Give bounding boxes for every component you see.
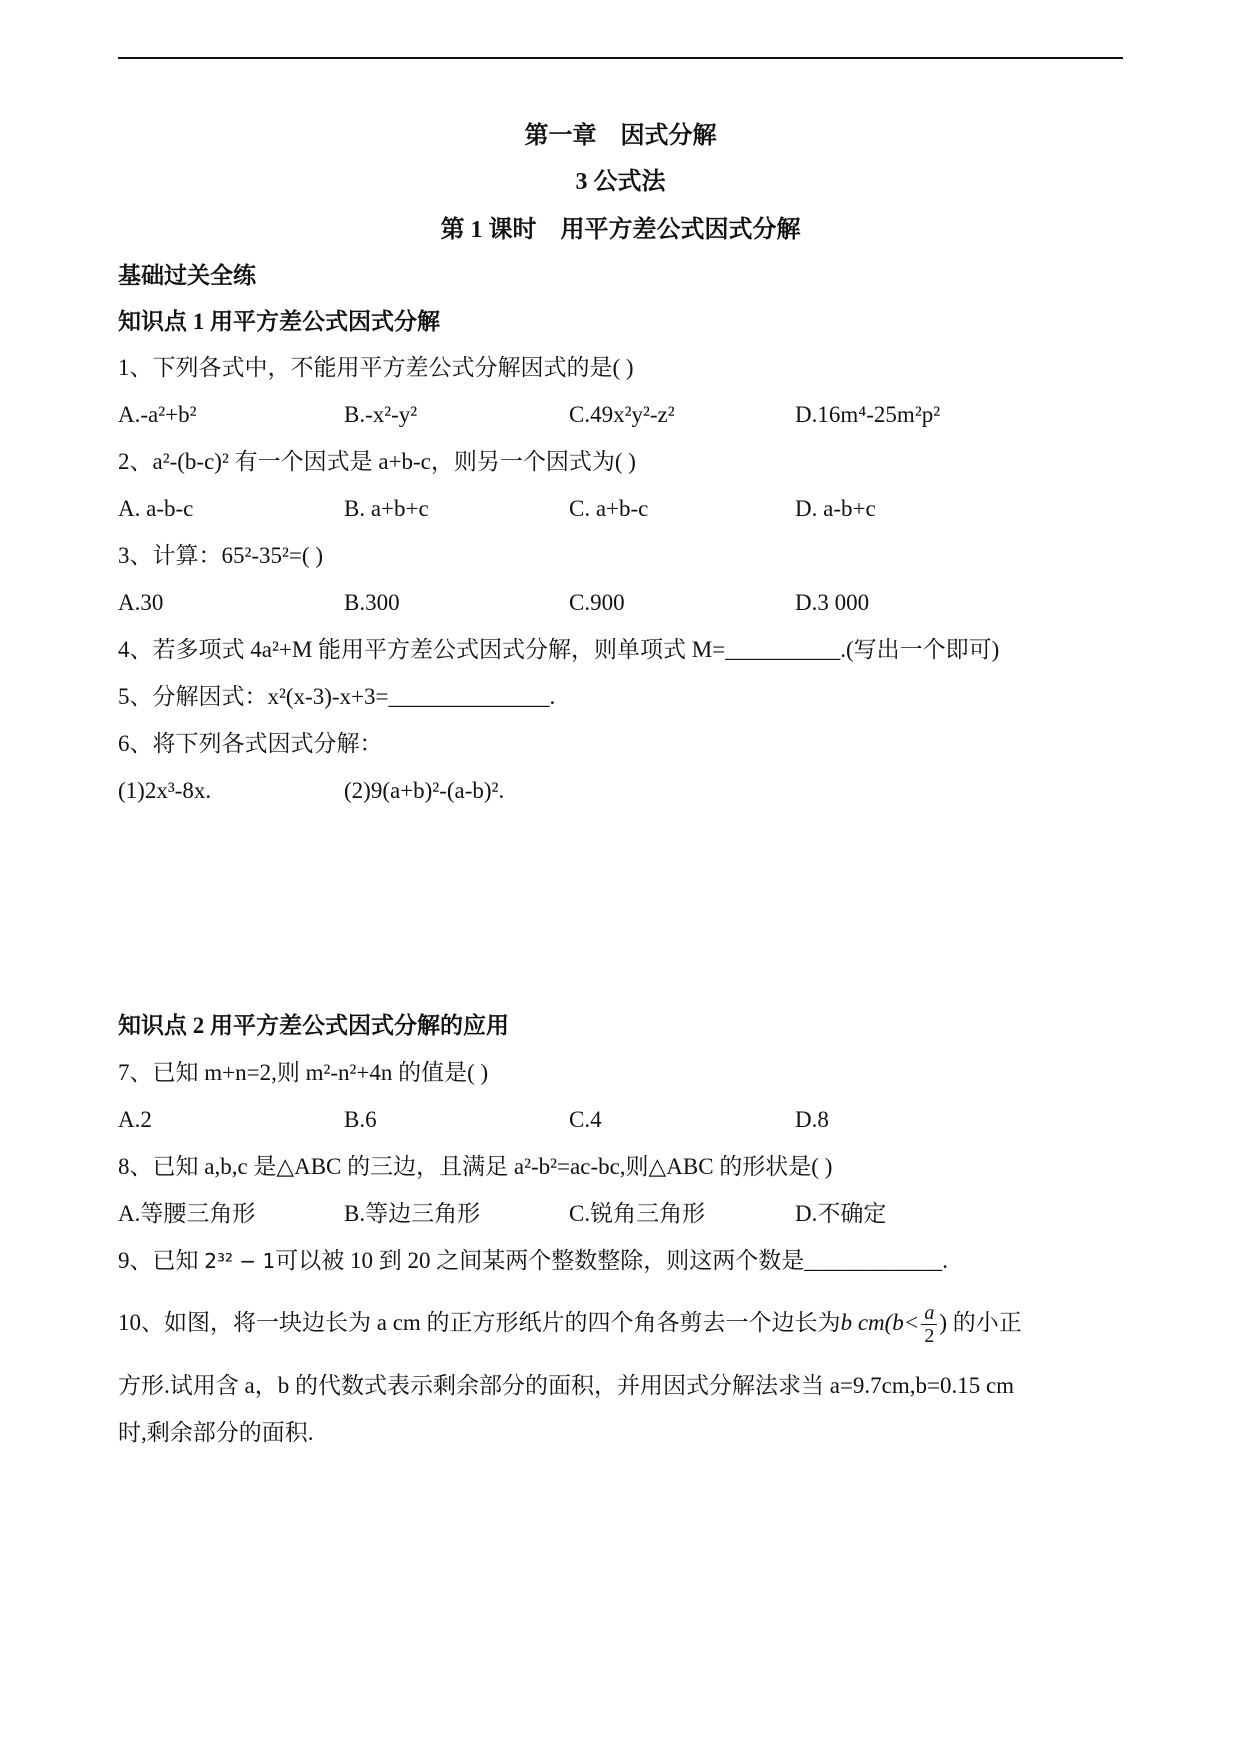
question-9-prefix: 9、已知 <box>118 1248 205 1273</box>
question-3-stem: 3、计算：65²-35²=( ) <box>118 543 323 568</box>
question-7-option-b: B.6 <box>344 1107 377 1132</box>
fraction-numerator: a <box>921 1302 937 1325</box>
question-1-option-a: A.-a²+b² <box>118 402 197 427</box>
question-8-option-b: B.等边三角形 <box>344 1201 481 1226</box>
question-5: 5、分解因式：x²(x-3)-x+3=______________. <box>118 684 556 709</box>
header-rule <box>118 57 1123 59</box>
question-6-part-2: (2)9(a+b)²-(a-b)². <box>344 778 505 803</box>
knowledge-point-1-title: 知识点 1 用平方差公式因式分解 <box>118 309 440 334</box>
question-10-fraction <box>921 1302 937 1347</box>
question-1-stem: 1、下列各式中，不能用平方差公式分解因式的是( ) <box>118 355 634 380</box>
question-8-option-c: C.锐角三角形 <box>569 1201 706 1226</box>
question-2-option-b: B. a+b+c <box>344 496 429 521</box>
question-1-option-c: C.49x²y²-z² <box>569 402 675 427</box>
question-1-option-d: D.16m⁴-25m²p² <box>795 402 941 427</box>
question-7-stem: 7、已知 m+n=2,则 m²-n²+4n 的值是( ) <box>118 1060 489 1085</box>
chapter-title: 第一章 因式分解 <box>524 123 717 149</box>
question-3-option-a: A.30 <box>118 590 164 615</box>
exercise-title: 基础过关全练 <box>118 263 256 288</box>
question-2-option-d: D. a-b+c <box>795 496 876 521</box>
question-10-condition-start: b cm(b< <box>840 1310 920 1335</box>
question-8-stem: 8、已知 a,b,c 是△ABC 的三边，且满足 a²-b²=ac-bc,则△ABC 的形状是( ) <box>118 1154 833 1179</box>
question-8-option-d: D.不确定 <box>795 1201 887 1226</box>
question-9 <box>118 1245 948 1277</box>
question-1-option-b: B.-x²-y² <box>344 402 418 427</box>
question-10-prefix: 10、如图，将一块边长为 a cm 的正方形纸片的四个角各剪去一个边长为 <box>118 1310 841 1335</box>
question-3-option-c: C.900 <box>569 590 625 615</box>
question-10-suffix: 的小正 <box>946 1310 1022 1335</box>
question-2-option-c: C. a+b-c <box>569 496 649 521</box>
question-7-option-c: C.4 <box>569 1107 602 1132</box>
question-7-option-a: A.2 <box>118 1107 152 1132</box>
knowledge-point-2-title: 知识点 2 用平方差公式因式分解的应用 <box>118 1013 509 1038</box>
question-10-line-1 <box>118 1300 1022 1347</box>
question-10-line-2: 方形.试用含 a，b 的代数式表示剩余部分的面积，并用因式分解法求当 a=9.7cm,b=0.15 cm <box>118 1373 1015 1398</box>
question-6-stem: 6、将下列各式因式分解： <box>118 731 383 756</box>
question-9-suffix: 可以被 10 到 20 之间某两个整数整除，则这两个数是____________. <box>275 1248 948 1273</box>
question-10-condition-end: ) <box>939 1310 947 1335</box>
question-6-part-1: (1)2x³-8x. <box>118 778 212 803</box>
question-2-stem: 2、a²-(b-c)² 有一个因式是 a+b-c，则另一个因式为( ) <box>118 449 636 474</box>
question-10-line-3: 时,剩余部分的面积. <box>118 1420 314 1445</box>
section-title: 3 公式法 <box>575 169 666 195</box>
lesson-title: 第 1 课时 用平方差公式因式分解 <box>440 217 801 243</box>
question-3-option-d: D.3 000 <box>795 590 870 615</box>
question-2-option-a: A. a-b-c <box>118 496 194 521</box>
question-9-formula: 2³² − 1 <box>204 1249 276 1273</box>
question-8-option-a: A.等腰三角形 <box>118 1201 256 1226</box>
fraction-denominator: 2 <box>924 1325 935 1348</box>
question-7-option-d: D.8 <box>795 1107 829 1132</box>
question-4: 4、若多项式 4a²+M 能用平方差公式因式分解，则单项式 M=__________.(写出一个即可) <box>118 637 1000 662</box>
question-3-option-b: B.300 <box>344 590 400 615</box>
